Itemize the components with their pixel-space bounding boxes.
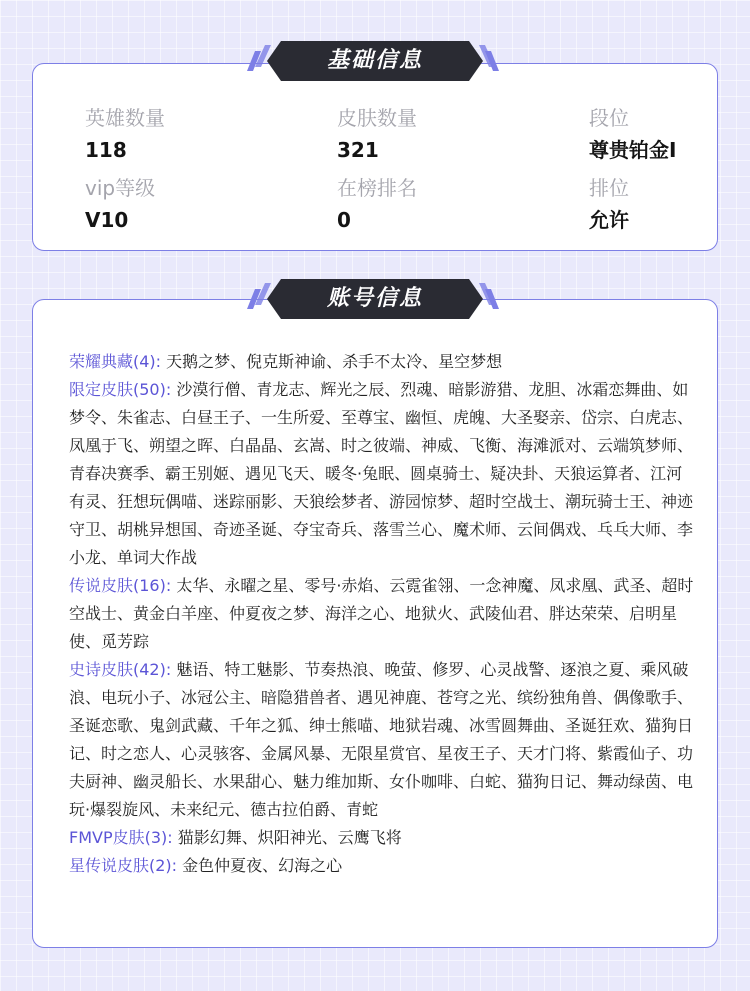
- section-title: 账号信息: [326, 286, 423, 311]
- stat-skin-count: [337, 104, 417, 164]
- stat-ranked-allowed: [589, 174, 629, 234]
- stat-label: 排位: [589, 176, 629, 200]
- category-label: 荣耀典藏(4):: [69, 352, 162, 371]
- stat-leaderboard-rank: [337, 174, 417, 234]
- stat-value: 尊贵铂金I: [589, 138, 677, 162]
- list-item: [69, 572, 695, 656]
- basic-info-card: [32, 63, 718, 251]
- category-label: 限定皮肤(50):: [69, 380, 172, 399]
- account-info-card: [32, 299, 718, 948]
- list-item: [69, 824, 695, 852]
- list-item: [69, 348, 695, 376]
- stat-hero-count: [85, 104, 165, 164]
- stat-label: vip等级: [85, 176, 156, 200]
- category-items: 金色仲夏夜、幻海之心: [182, 856, 343, 875]
- list-item: [69, 376, 695, 572]
- section-header-account: [247, 275, 503, 323]
- section-title: 基础信息: [326, 48, 423, 73]
- section-header-basic: [247, 37, 503, 85]
- stat-label: 在榜排名: [337, 176, 417, 200]
- category-label: 史诗皮肤(42):: [69, 660, 172, 679]
- category-items: 猫影幻舞、炽阳神光、云鹰飞将: [177, 828, 402, 847]
- category-label: 传说皮肤(16):: [69, 576, 172, 595]
- category-items: 魅语、特工魅影、节奏热浪、晚萤、修罗、心灵战警、逐浪之夏、乘风破浪、电玩小子、冰冠公主、暗隐猎兽者、遇见神鹿、苍穹之光、缤纷独角兽、偶像歌手、圣诞恋歌、鬼剑武藏、千年之狐、绅士熊喵、地狱岩魂、冰雪圆舞曲、圣诞狂欢、猫狗日记、时之恋人、心灵骇客、金属风暴、无限星赏官、星夜王子、天才门将、紫霞仙子、功夫厨神、幽灵船长、水果甜心、魅力维加斯、女仆咖啡、白蛇、猫狗日记、舞动绿茵、电玩·爆裂旋风、未来纪元、德古拉伯爵、青蛇: [69, 660, 694, 819]
- stat-value: V10: [85, 208, 129, 232]
- stat-value: 允许: [589, 208, 629, 232]
- stat-label: 皮肤数量: [337, 106, 417, 130]
- category-items: 天鹅之梦、倪克斯神谕、杀手不太冷、星空梦想: [166, 352, 503, 371]
- skin-list: [69, 348, 695, 880]
- list-item: [69, 656, 695, 824]
- stat-value: 321: [337, 138, 379, 162]
- category-items: 太华、永曜之星、零号·赤焰、云霓雀翎、一念神魔、凤求凰、武圣、超时空战士、黄金白羊座、仲夏夜之梦、海洋之心、地狱火、武陵仙君、胖达荣荣、启明星使、觅芳踪: [69, 576, 694, 651]
- list-item: [69, 852, 695, 880]
- category-label: FMVP皮肤(3):: [69, 828, 173, 847]
- stat-rank-tier: [589, 104, 676, 164]
- stat-label: 段位: [589, 106, 629, 130]
- stat-label: 英雄数量: [85, 106, 165, 130]
- stat-vip-level: [85, 174, 155, 234]
- stat-value: 0: [337, 208, 351, 232]
- category-label: 星传说皮肤(2):: [69, 856, 178, 875]
- stat-value: 118: [85, 138, 127, 162]
- category-items: 沙漠行僧、青龙志、辉光之辰、烈魂、暗影游猎、龙胆、冰霜恋舞曲、如梦令、朱雀志、白昼王子、一生所爱、至尊宝、幽恒、虎魄、大圣娶亲、岱宗、白虎志、凤凰于飞、朔望之晖、白晶晶、玄嵩、时之彼端、神威、飞衡、海滩派对、云端筑梦师、青春决赛季、霸王别姬、遇见飞天、暖冬·兔眠、圆桌骑士、疑决卦、天狼运算者、江河有灵、狂想玩偶喵、迷踪丽影、天狼绘梦者、游园惊梦、超时空战士、潮玩骑士王、神迹守卫、胡桃异想国、奇迹圣诞、夺宝奇兵、落雪兰心、魔术师、云间偶戏、乓乓大师、李小龙、单词大作战: [69, 380, 694, 567]
